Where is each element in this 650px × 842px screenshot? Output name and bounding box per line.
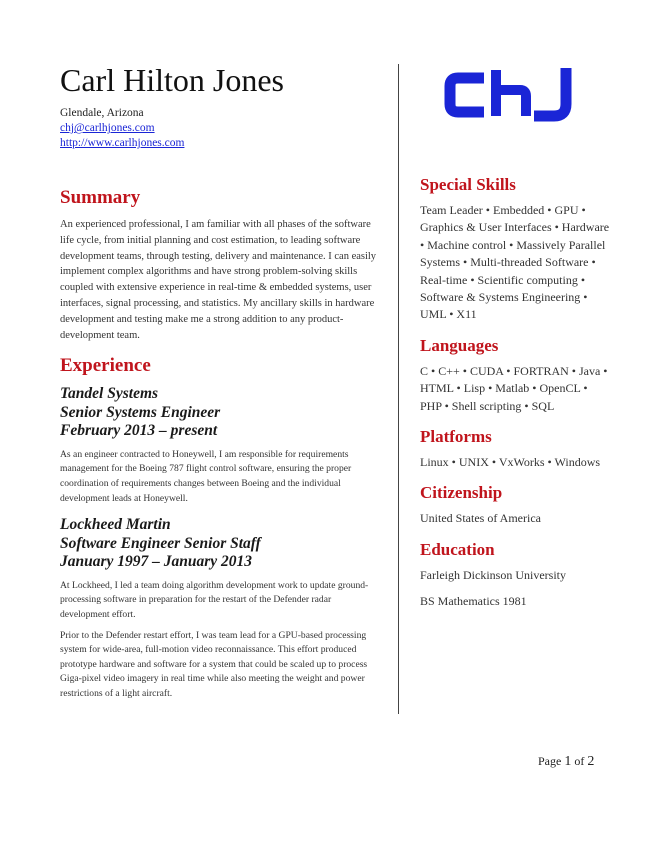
page-current: 1 [564, 754, 572, 769]
main-column [60, 62, 378, 702]
job-company: Lockheed Martin [60, 516, 171, 534]
summary-text: An experienced professional, I am familiar with all phases of the software life cycle, from initial planning and cost estimation, to leading software development teams, through testing, delivery and maintenance. I can easily implement complex algorithms and have strong problem-solving skills coupled with extensive experience in real-time & embedded systems, user interfaces, signal processing, and statistics. My ancillary skills in hardware development and testing make me a strong addition to any product-development team. [60, 219, 377, 341]
chj-logo-icon [438, 64, 610, 129]
special-skills-heading: Special Skills [420, 175, 516, 194]
languages-section [420, 336, 610, 415]
platforms-heading: Platforms [420, 427, 492, 447]
job-entry-tandel [60, 385, 378, 506]
sidebar-column [420, 64, 610, 611]
languages-text: C • C++ • CUDA • FORTRAN • Java • HTML • Lisp • Matlab • OpenCL • PHP • Shell scripting • SQL [420, 363, 608, 413]
education-school: Farleigh Dickinson University [420, 567, 566, 582]
job-title: Senior Systems Engineer [60, 403, 221, 421]
citizenship-heading: Citizenship [420, 483, 503, 503]
education-degree: BS Mathematics 1981 [420, 594, 527, 609]
special-skills-text: Team Leader • Embedded • GPU • Graphics & User Interfaces • Hardware • Machine control • Massively Parallel Systems • Multi-threaded Software • Real-time • Scientific computing • Software & Systems Engineering • UML • X11 [420, 203, 610, 322]
location-text: Glendale, Arizona [60, 107, 144, 119]
website-link[interactable]: http://www.carlhjones.com [60, 137, 185, 149]
education-section [420, 540, 610, 611]
education-heading: Education [420, 539, 495, 559]
citizenship-text: United States of America [420, 511, 541, 526]
platforms-section [420, 427, 610, 471]
contact-block [60, 106, 378, 151]
page-label: Page [538, 754, 562, 768]
email-link[interactable]: chj@carlhjones.com [60, 122, 155, 134]
languages-heading: Languages [420, 335, 499, 355]
job-dates: January 1997 – January 2013 [60, 553, 253, 571]
platforms-text: Linux • UNIX • VxWorks • Windows [420, 455, 601, 470]
job-company: Tandel Systems [60, 385, 159, 403]
person-name: Carl Hilton Jones [60, 62, 284, 98]
job-description: As an engineer contracted to Honeywell, I am responsible for requirements management for the Boeing 787 flight control software, ensuring the proper coordination of requirements changes between Boeing and the individual development leads at Honeywell. [60, 448, 352, 504]
job-entry-lockheed [60, 516, 378, 701]
experience-heading: Experience [60, 355, 151, 377]
special-skills-section [420, 175, 610, 324]
page-number [538, 754, 594, 770]
job-description: Prior to the Defender restart effort, I was team lead for a GPU-based processing system for wide-area, full-motion video reconnaissance. This effort produced prototype hardware and software for a system that could be scaled up to process Giga-pixel video imagery in real time while also meeting the weight and power restrictions of a light aircraft. [60, 629, 368, 699]
job-title: Software Engineer Senior Staff [60, 534, 261, 552]
job-description: At Lockheed, I led a team doing algorithm development work to update ground-processing software in preparation for the restart of the Defender radar development effort. [60, 579, 369, 620]
page-total: 2 [587, 754, 595, 769]
column-divider [398, 64, 399, 714]
job-dates: February 2013 – present [60, 422, 218, 440]
citizenship-section [420, 483, 610, 527]
summary-heading: Summary [60, 187, 141, 208]
page-of-label: of [574, 754, 585, 768]
